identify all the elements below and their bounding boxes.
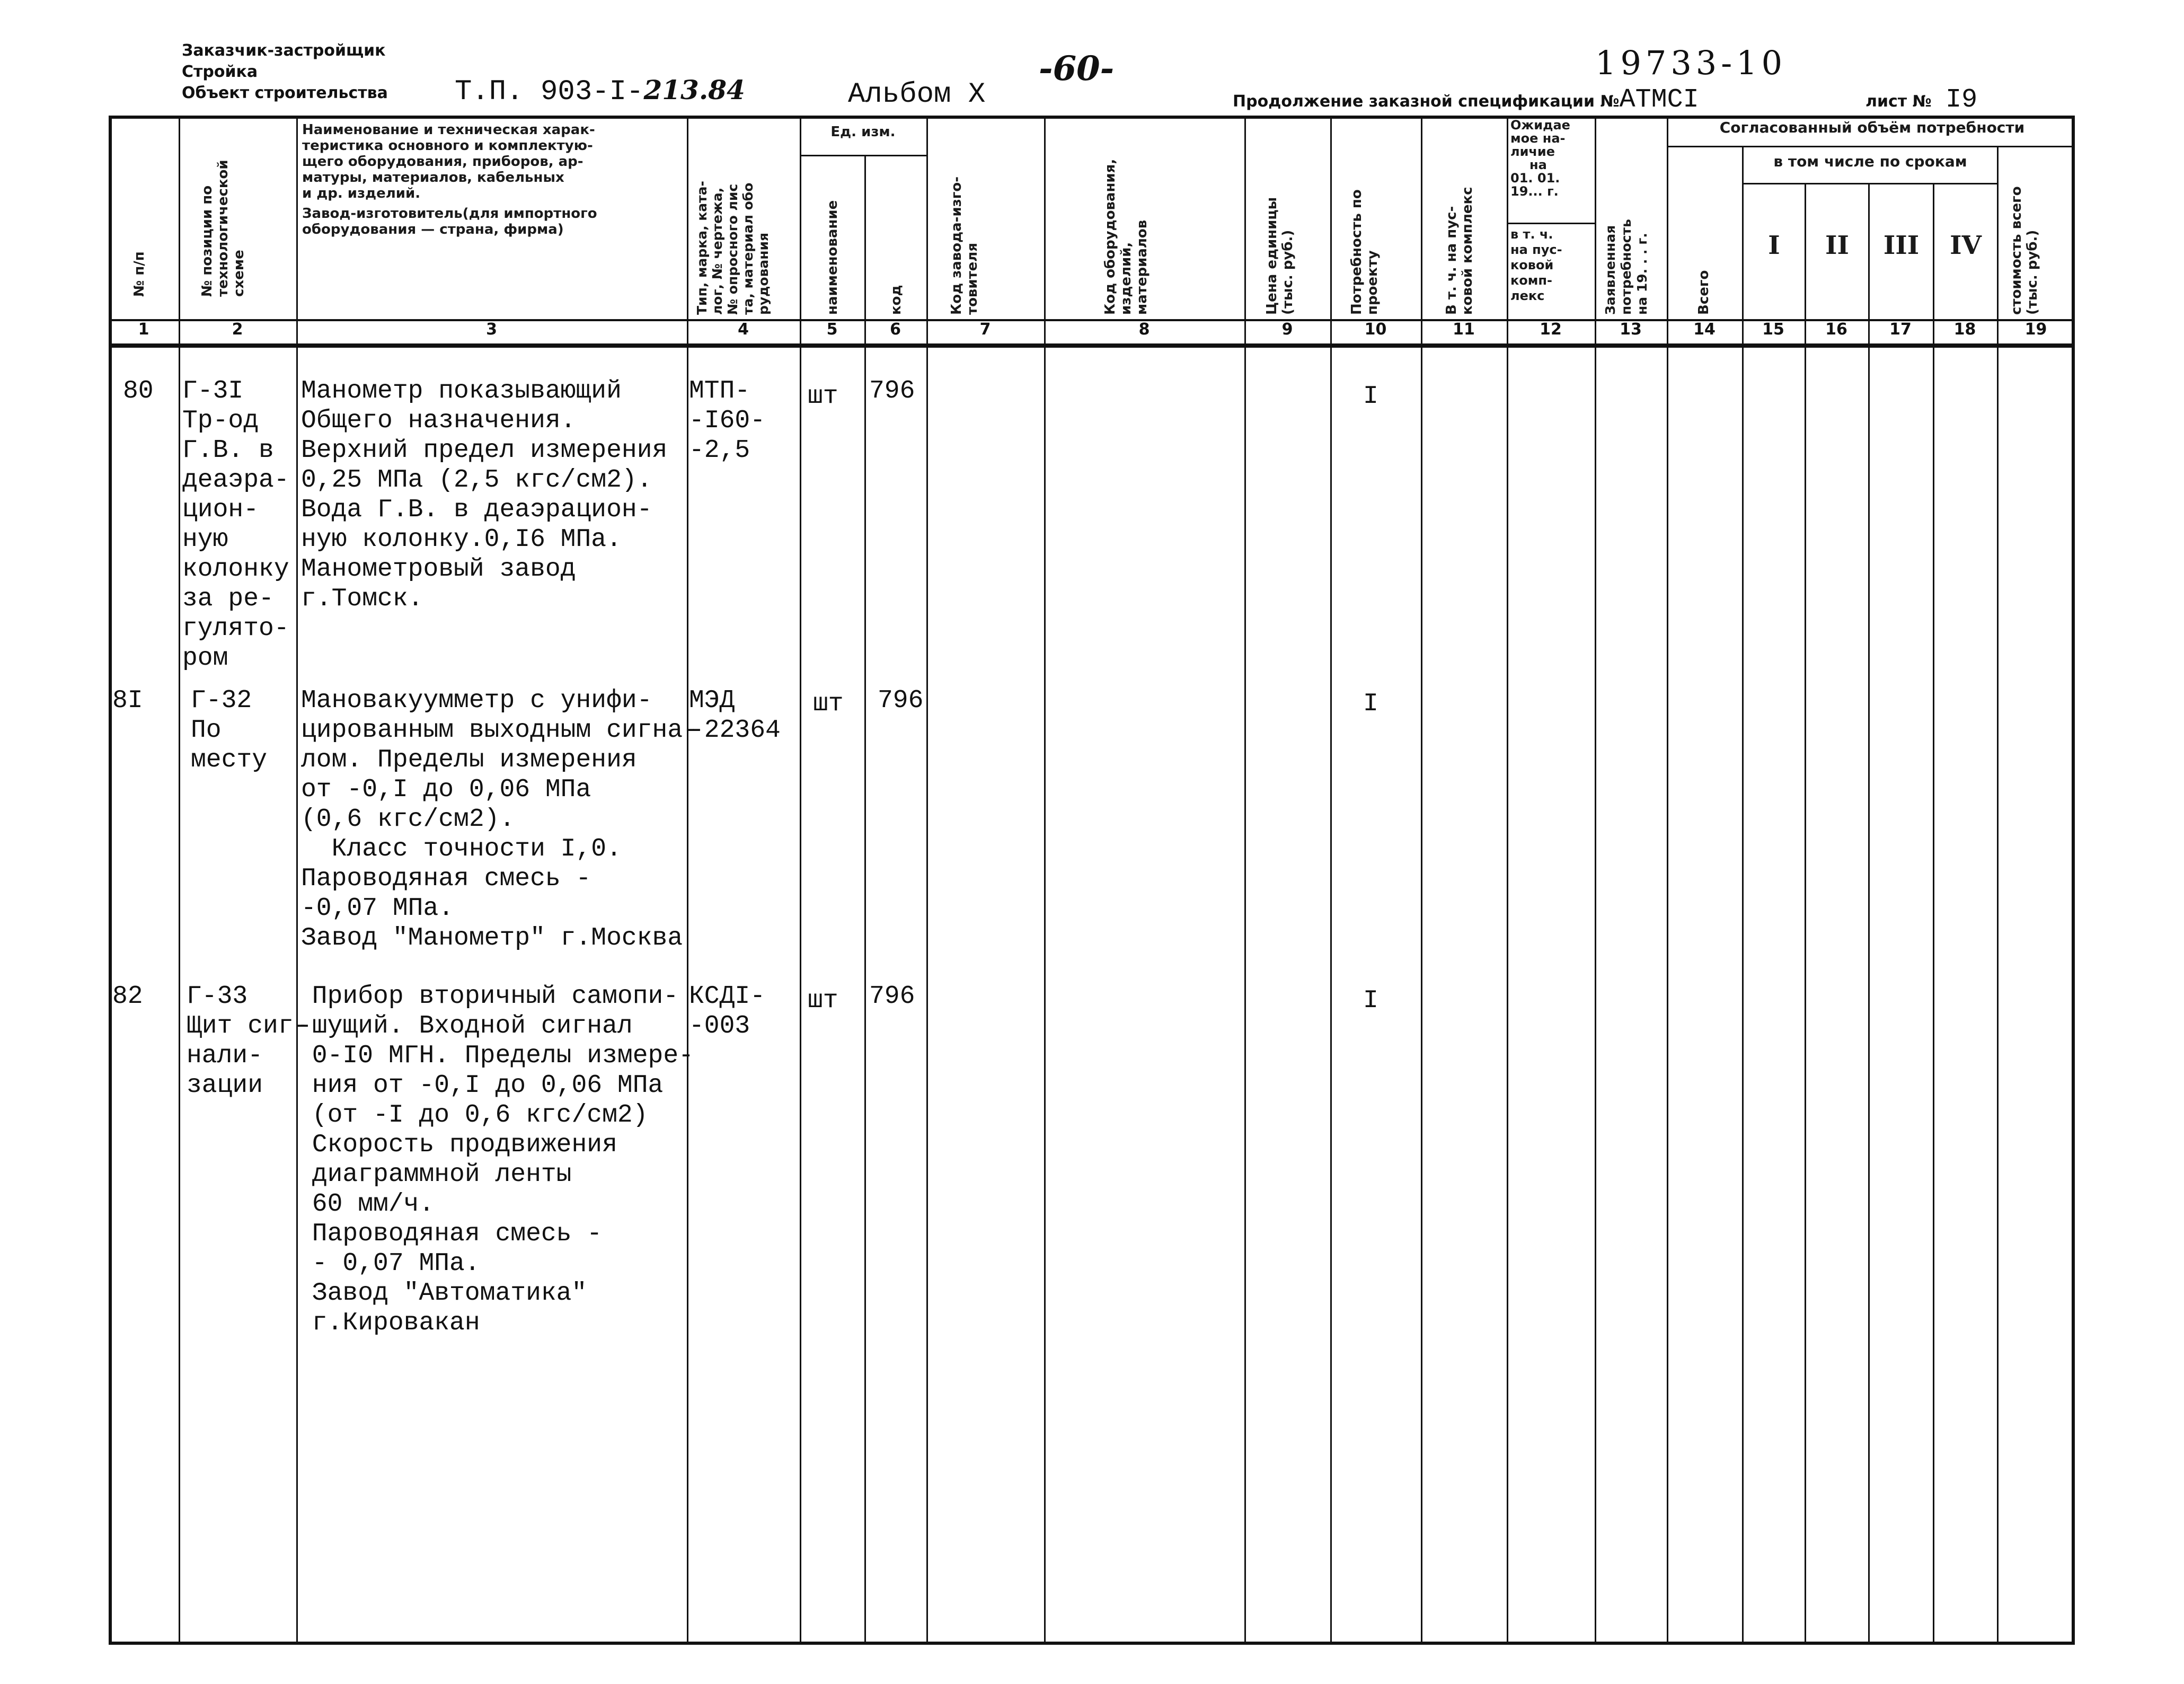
continuation-label: Продолжение заказной спецификации № (1233, 92, 1620, 111)
header-col3 (302, 122, 684, 237)
col-number: 8 (1138, 320, 1150, 339)
header-col3-line: матуры, материалов, кабельных (302, 170, 564, 186)
col-number: 18 (1953, 320, 1976, 339)
header-col12-line: в т. ч. (1510, 227, 1553, 242)
header-col11: В т. ч. на пус- ковой комплекс (1444, 187, 1475, 315)
album-label: Альбом X (848, 78, 986, 111)
row-code: 796 (869, 377, 915, 405)
header-col8: Код оборудования, изделий, материалов (1102, 158, 1150, 315)
header-col12-line: лекс (1510, 288, 1545, 303)
customer-label: Заказчик-застройщик (182, 41, 386, 60)
row-need: I (1363, 382, 1378, 411)
row-need: I (1363, 986, 1378, 1015)
col-number: 6 (890, 320, 901, 339)
project-code-typed: Т.П. 903-I- (455, 76, 644, 108)
col-line (1805, 183, 1806, 1645)
col-line (1742, 146, 1744, 1645)
col-number: 7 (979, 320, 991, 339)
header-col13: Заявленная потребность на 19. . . г. (1603, 219, 1650, 315)
col-number: 16 (1825, 320, 1847, 339)
row-position: Г-3I Тр-од Г.В. в деаэра- цион- ную колонку за ре- гулято- ром (182, 377, 289, 673)
header-col3-line: и др. изделий. (302, 186, 421, 201)
row-position: Г-32 По месту (191, 686, 268, 774)
header-col12-line: мое на- (1510, 131, 1566, 146)
col-number: 9 (1281, 320, 1293, 339)
col-number: 4 (738, 320, 749, 339)
col-number: 10 (1364, 320, 1387, 339)
col-number: 19 (2024, 320, 2047, 339)
project-code (455, 74, 745, 108)
header-col3-line: Наименование и техническая харак- (302, 122, 595, 138)
col-number: 2 (232, 320, 243, 339)
header-col9: Цена единицы (тыс. руб.) (1264, 197, 1296, 315)
numbers-bottom-line (109, 343, 2075, 348)
page-number: -60- (1039, 49, 1115, 89)
site-label: Стройка (182, 63, 258, 81)
header-col12-line: на (1529, 157, 1547, 172)
sheet-line (1865, 85, 1977, 115)
row-code: 796 (869, 982, 915, 1011)
header-col12-line: 19... г. (1510, 184, 1559, 199)
terms-group-line (1742, 183, 1997, 184)
row-description: Мановакуумметр с унифи- цированным выходным сигна- лом. Пределы измерения от -0,I до 0,06 МПа (0,6 кгс/см2). Класс точности I,0. Пароводяная смесь - -0,07 МПа. Завод "Манометр" г.Москва (301, 686, 698, 953)
header-terms-group: в том числе по срокам (1773, 153, 1967, 170)
header-col12-line: ковой (1510, 258, 1554, 272)
header-col3-line: оборудования — страна, фирма) (302, 222, 564, 237)
header-col18: IV (1950, 231, 1982, 260)
header-col3-line: щего оборудования, приборов, ар- (302, 154, 583, 170)
row-unit: шт (808, 986, 838, 1015)
row-need: I (1363, 690, 1378, 718)
col-number: 5 (826, 320, 838, 339)
header-col12-bottom (1510, 227, 1593, 304)
unit-group-line (800, 155, 926, 156)
sheet-number: I9 (1946, 85, 1978, 115)
col-line (1933, 183, 1934, 1645)
continuation-line (1233, 85, 1699, 115)
agreed-group-line (1667, 146, 2075, 147)
header-col1: № п/п (131, 251, 147, 297)
row-unit: шт (808, 382, 838, 411)
project-code-hand: 213.84 (643, 74, 745, 105)
col-line (864, 155, 866, 1645)
row-number: 80 (123, 377, 154, 405)
header-col5: наименование (825, 200, 841, 315)
row-description: Манометр показывающий Общего назначения. Верхний предел измерения 0,25 МПа (2,5 кгс/см2). Вода Г.В. в деаэрацион- ную колонку.0,I6 МПа. Манометровый завод г.Томск. (301, 377, 668, 613)
header-col17: III (1883, 231, 1920, 260)
header-col12-line: комп- (1510, 273, 1552, 288)
header-col19: стоимость всего (тыс. руб.) (2009, 186, 2040, 315)
col-number: 14 (1693, 320, 1716, 339)
header-col3-line: теристика основного и комплектую- (302, 138, 593, 154)
header-col4: Тип, марка, ката- лог, № чертежа, № опросного лис та, материал обо рудования (694, 181, 771, 315)
header-col12-line: на пус- (1510, 242, 1562, 257)
row-number: 8I (112, 686, 143, 715)
header-col7: Код завода-изго- товителя (949, 176, 980, 315)
col12-split-line (1507, 223, 1595, 224)
col-line (1997, 146, 1999, 1645)
header-col12-line: личие (1510, 144, 1555, 159)
row-type: МЭД -22364 (689, 686, 781, 745)
row-unit: шт (813, 690, 844, 718)
row-type: КСДI- -003 (689, 982, 766, 1041)
header-col2: № позиции по технологической схеме (199, 160, 247, 297)
header-col14: Всего (1696, 270, 1712, 315)
sheet-label: лист № (1865, 92, 1932, 111)
spec-number: ATMCI (1619, 85, 1699, 115)
col-line (1868, 183, 1870, 1645)
header-col15: I (1768, 231, 1780, 260)
header-col12-line: 01. 01. (1510, 171, 1560, 186)
object-label: Объект строительства (182, 84, 388, 102)
document-number: 19733-10 (1595, 43, 1787, 82)
header-unit-group: Ед. изм. (830, 124, 896, 140)
col-number: 3 (486, 320, 497, 339)
header-col6: код (888, 285, 904, 315)
header-col3-line: Завод-изготовитель(для импортного (302, 206, 597, 222)
col-number: 13 (1620, 320, 1642, 339)
header-agreed-group: Согласованный объём потребности (1719, 119, 2025, 136)
col-number: 1 (138, 320, 149, 339)
col-number: 12 (1540, 320, 1562, 339)
header-col16: II (1825, 231, 1849, 260)
header-col10: Потребность по проекту (1349, 189, 1381, 315)
col-number: 17 (1889, 320, 1912, 339)
header-col12-line: Ожидае (1510, 118, 1570, 133)
col-number: 11 (1453, 320, 1475, 339)
row-code: 796 (878, 686, 924, 715)
row-number: 82 (112, 982, 143, 1011)
header-col12-top (1510, 119, 1593, 198)
col-number: 15 (1762, 320, 1784, 339)
row-position: Г-33 Щит сиг- нали- зации (187, 982, 309, 1100)
row-type: МТП- -I60- -2,5 (689, 377, 766, 465)
row-description: Прибор вторичный самопи- -шущий. Входной сигнал 0-I0 МГН. Пределы измере- ния от -0,I до 0,06 МПа (от -I до 0,6 кгс/см2) Скорость продвижения диаграммной ленты 60 мм/ч. Пароводяная смесь - - 0,07 МПа. Завод "Автоматика" г.Кировакан (297, 982, 694, 1337)
